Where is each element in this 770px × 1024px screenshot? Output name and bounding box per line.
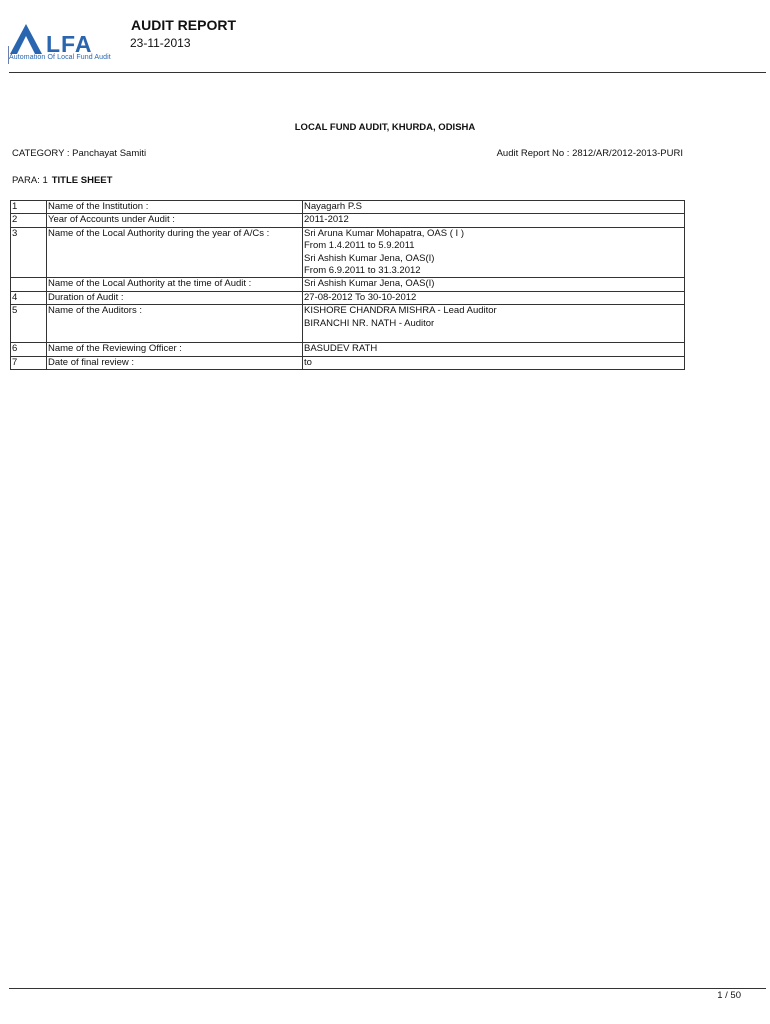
value-line: Sri Ashish Kumar Jena, OAS(I) [304, 252, 435, 264]
value-line: BIRANCHI NR. NATH - Auditor [304, 317, 435, 329]
value-line: From 6.9.2011 to 31.3.2012 [304, 265, 421, 277]
report-title: AUDIT REPORT [131, 17, 236, 33]
row-number: 4 [11, 291, 47, 304]
value-line: KISHORE CHANDRA MISHRA - Lead Auditor [304, 305, 497, 317]
value-line: 27-08-2012 To 30-10-2012 [304, 291, 417, 303]
row-number: 5 [11, 305, 47, 343]
row-label: Name of the Auditors : [47, 305, 303, 343]
table-row [11, 343, 685, 356]
logo-text: LFA [46, 31, 93, 57]
table-row [11, 278, 685, 291]
row-number: 1 [11, 201, 47, 214]
row-label: Name of the Reviewing Officer : [47, 343, 303, 356]
row-value [303, 214, 685, 227]
value-line: Sri Aruna Kumar Mohapatra, OAS ( I ) [304, 227, 464, 239]
row-value [303, 278, 685, 291]
table-row [11, 305, 685, 343]
header-divider [9, 72, 766, 73]
para-title: TITLE SHEET [51, 175, 113, 186]
table-row [11, 201, 685, 214]
value-line: Sri Ashish Kumar Jena, OAS(I) [304, 278, 435, 290]
title-sheet-table [10, 200, 685, 370]
report-number: Audit Report No : 2812/AR/2012-2013-PURI [496, 148, 683, 159]
value-line: BASUDEV RATH [304, 343, 378, 355]
value-line: Nayagarh P.S [304, 201, 362, 212]
row-label: Duration of Audit : [47, 291, 303, 304]
value-line: to [304, 356, 312, 368]
report-date: 23-11-2013 [130, 36, 191, 50]
row-value [303, 291, 685, 304]
para-label: PARA: 1 [12, 175, 48, 186]
row-label: Date of final review : [47, 356, 303, 369]
row-number [11, 278, 47, 291]
row-value [303, 343, 685, 356]
table-row [11, 214, 685, 227]
table-row [11, 291, 685, 304]
para-heading [12, 175, 112, 186]
row-label: Name of the Institution : [47, 201, 303, 214]
table-row [11, 227, 685, 278]
row-label: Name of the Local Authority at the time of Audit : [47, 278, 303, 291]
page-number: 1 / 50 [717, 990, 741, 1001]
row-label: Year of Accounts under Audit : [47, 214, 303, 227]
row-number: 3 [11, 227, 47, 278]
category-text: CATEGORY : Panchayat Samiti [12, 148, 147, 159]
value-line: 2011-2012 [304, 214, 349, 226]
row-number: 6 [11, 343, 47, 356]
value-line: From 1.4.2011 to 5.9.2011 [304, 240, 415, 252]
logo-tagline: Automation Of Local Fund Audit [9, 54, 111, 61]
value-line [304, 330, 683, 342]
row-value [303, 305, 685, 343]
table-row [11, 356, 685, 369]
row-value [303, 201, 685, 214]
organization-heading: LOCAL FUND AUDIT, KHURDA, ODISHA [294, 122, 476, 133]
row-label: Name of the Local Authority during the year of A/Cs : [47, 227, 303, 278]
row-value [303, 227, 685, 278]
row-number: 7 [11, 356, 47, 369]
row-value [303, 356, 685, 369]
row-number: 2 [11, 214, 47, 227]
footer-divider [9, 988, 766, 989]
